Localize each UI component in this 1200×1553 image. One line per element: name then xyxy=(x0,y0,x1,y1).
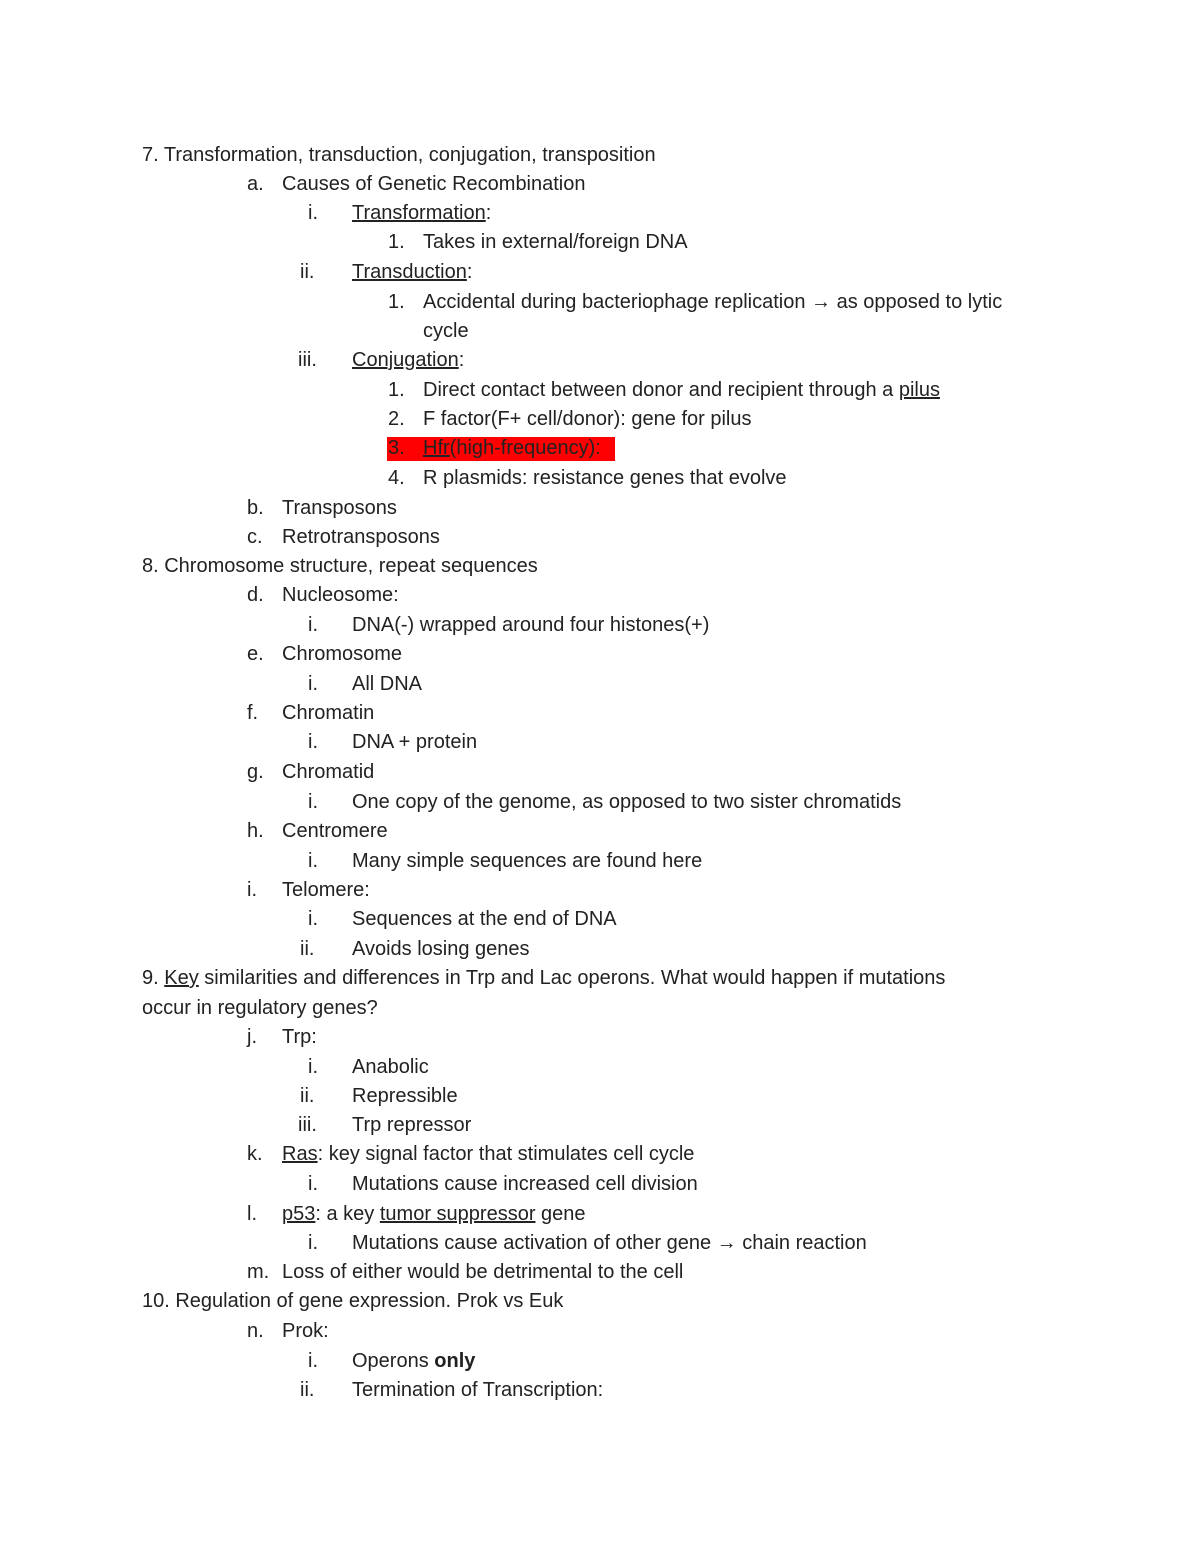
list-item xyxy=(423,377,940,403)
term-transduction: Transduction xyxy=(352,261,467,283)
bold-only: only xyxy=(434,1350,476,1372)
list-item-transformation xyxy=(352,200,491,226)
list-marker: i. xyxy=(308,202,318,224)
list-item: DNA(-) wrapped around four histones(+) xyxy=(352,614,710,636)
list-item: F factor(F+ cell/donor): gene for pilus xyxy=(423,408,752,430)
list-item: All DNA xyxy=(352,673,423,695)
section-9-heading xyxy=(142,965,945,991)
list-item: Chromatid xyxy=(282,761,375,783)
list-marker: i. xyxy=(308,791,318,813)
list-marker: 2. xyxy=(388,408,405,430)
list-item: Takes in external/foreign DNA xyxy=(423,231,688,253)
list-item: Retrotransposons xyxy=(282,526,440,548)
heading-number: 9. xyxy=(142,967,165,989)
list-marker: 1. xyxy=(388,291,405,313)
list-marker: b. xyxy=(247,497,264,519)
list-item-hfr xyxy=(423,435,601,461)
item-text: : key signal factor that stimulates cell cycle xyxy=(317,1143,695,1165)
item-text: Direct contact between donor and recipient through a xyxy=(423,379,899,401)
list-marker: i. xyxy=(308,1232,318,1254)
list-marker: 3. xyxy=(388,437,405,459)
list-marker: i. xyxy=(308,1056,318,1078)
list-marker: 1. xyxy=(388,231,405,253)
list-marker: i. xyxy=(308,908,318,930)
list-marker: h. xyxy=(247,820,264,842)
list-marker: ii. xyxy=(300,1085,315,1107)
list-item: Causes of Genetic Recombination xyxy=(282,173,586,195)
list-item: Trp: xyxy=(282,1026,317,1048)
term-ras: Ras xyxy=(282,1143,318,1165)
list-item: Many simple sequences are found here xyxy=(352,850,703,872)
list-marker: i. xyxy=(308,673,318,695)
term-key: Key xyxy=(164,967,199,989)
list-item: DNA + protein xyxy=(352,731,478,753)
list-item: Centromere xyxy=(282,820,388,842)
list-marker: ii. xyxy=(300,261,315,283)
list-marker: 1. xyxy=(388,379,405,401)
item-text: (high-frequency): xyxy=(449,437,601,459)
section-7-heading: 7. Transformation, transduction, conjugation, transposition xyxy=(142,144,656,166)
list-item: Anabolic xyxy=(352,1056,429,1078)
list-item-continuation: cycle xyxy=(423,320,469,342)
list-item: Trp repressor xyxy=(352,1114,472,1136)
list-marker: ii. xyxy=(300,938,315,960)
list-item: Prok: xyxy=(282,1320,329,1342)
list-marker: d. xyxy=(247,584,264,606)
list-item: Sequences at the end of DNA xyxy=(352,908,617,930)
list-marker: c. xyxy=(247,526,263,548)
list-marker: i. xyxy=(308,850,318,872)
colon: : xyxy=(485,202,492,224)
list-item: Mutations cause activation of other gene → chain reaction xyxy=(352,1232,867,1254)
list-marker: i. xyxy=(308,614,318,636)
colon: : xyxy=(466,261,473,283)
list-marker: j. xyxy=(247,1026,257,1048)
list-item: Telomere: xyxy=(282,879,370,901)
list-item: Chromosome xyxy=(282,643,403,665)
list-item: Avoids losing genes xyxy=(352,938,530,960)
list-item: Chromatin xyxy=(282,702,375,724)
list-item-p53 xyxy=(282,1201,586,1227)
list-item: Mutations cause increased cell division xyxy=(352,1173,698,1195)
list-marker: 4. xyxy=(388,467,405,489)
list-item: One copy of the genome, as opposed to two sister chromatids xyxy=(352,791,902,813)
term-hfr: Hfr xyxy=(423,437,450,459)
list-marker: f. xyxy=(247,702,259,724)
list-marker: g. xyxy=(247,761,264,783)
list-item: Repressible xyxy=(352,1085,458,1107)
item-text: Operons xyxy=(352,1350,435,1372)
list-marker: i. xyxy=(308,1350,318,1372)
term-tumor-suppressor: tumor suppressor xyxy=(379,1203,536,1225)
list-item-conjugation xyxy=(352,347,464,373)
list-marker: m. xyxy=(247,1261,270,1283)
term-pilus: pilus xyxy=(898,379,940,401)
list-marker: a. xyxy=(247,173,264,195)
colon: : xyxy=(458,349,465,371)
list-item: Loss of either would be detrimental to the cell xyxy=(282,1261,684,1283)
section-9-heading-continuation: occur in regulatory genes? xyxy=(142,997,378,1019)
list-marker: i. xyxy=(247,879,257,901)
term-p53: p53 xyxy=(282,1203,316,1225)
list-item: Termination of Transcription: xyxy=(352,1379,604,1401)
term-transformation: Transformation xyxy=(352,202,486,224)
list-item-ras xyxy=(282,1141,694,1167)
list-marker: iii. xyxy=(298,349,317,371)
section-8-heading: 8. Chromosome structure, repeat sequences xyxy=(142,555,538,577)
list-item: Nucleosome: xyxy=(282,584,399,606)
list-marker: ii. xyxy=(300,1379,315,1401)
list-marker: i. xyxy=(308,731,318,753)
list-marker: e. xyxy=(247,643,264,665)
list-item-transduction xyxy=(352,259,472,285)
list-item: Transposons xyxy=(282,497,397,519)
list-item: R plasmids: resistance genes that evolve xyxy=(423,467,787,489)
list-marker: i. xyxy=(308,1173,318,1195)
heading-text: similarities and differences in Trp and Lac operons. What would happen if mutations xyxy=(198,967,946,989)
list-marker: n. xyxy=(247,1320,264,1342)
list-marker: l. xyxy=(247,1203,257,1225)
list-item: Accidental during bacteriophage replication → as opposed to lytic xyxy=(423,291,1003,313)
section-10-heading: 10. Regulation of gene expression. Prok vs Euk xyxy=(142,1290,564,1312)
list-item xyxy=(352,1348,475,1374)
list-marker: iii. xyxy=(298,1114,317,1136)
item-text: gene xyxy=(535,1203,586,1225)
list-marker: k. xyxy=(247,1143,263,1165)
term-conjugation: Conjugation xyxy=(352,349,459,371)
item-text: : a key xyxy=(315,1203,380,1225)
